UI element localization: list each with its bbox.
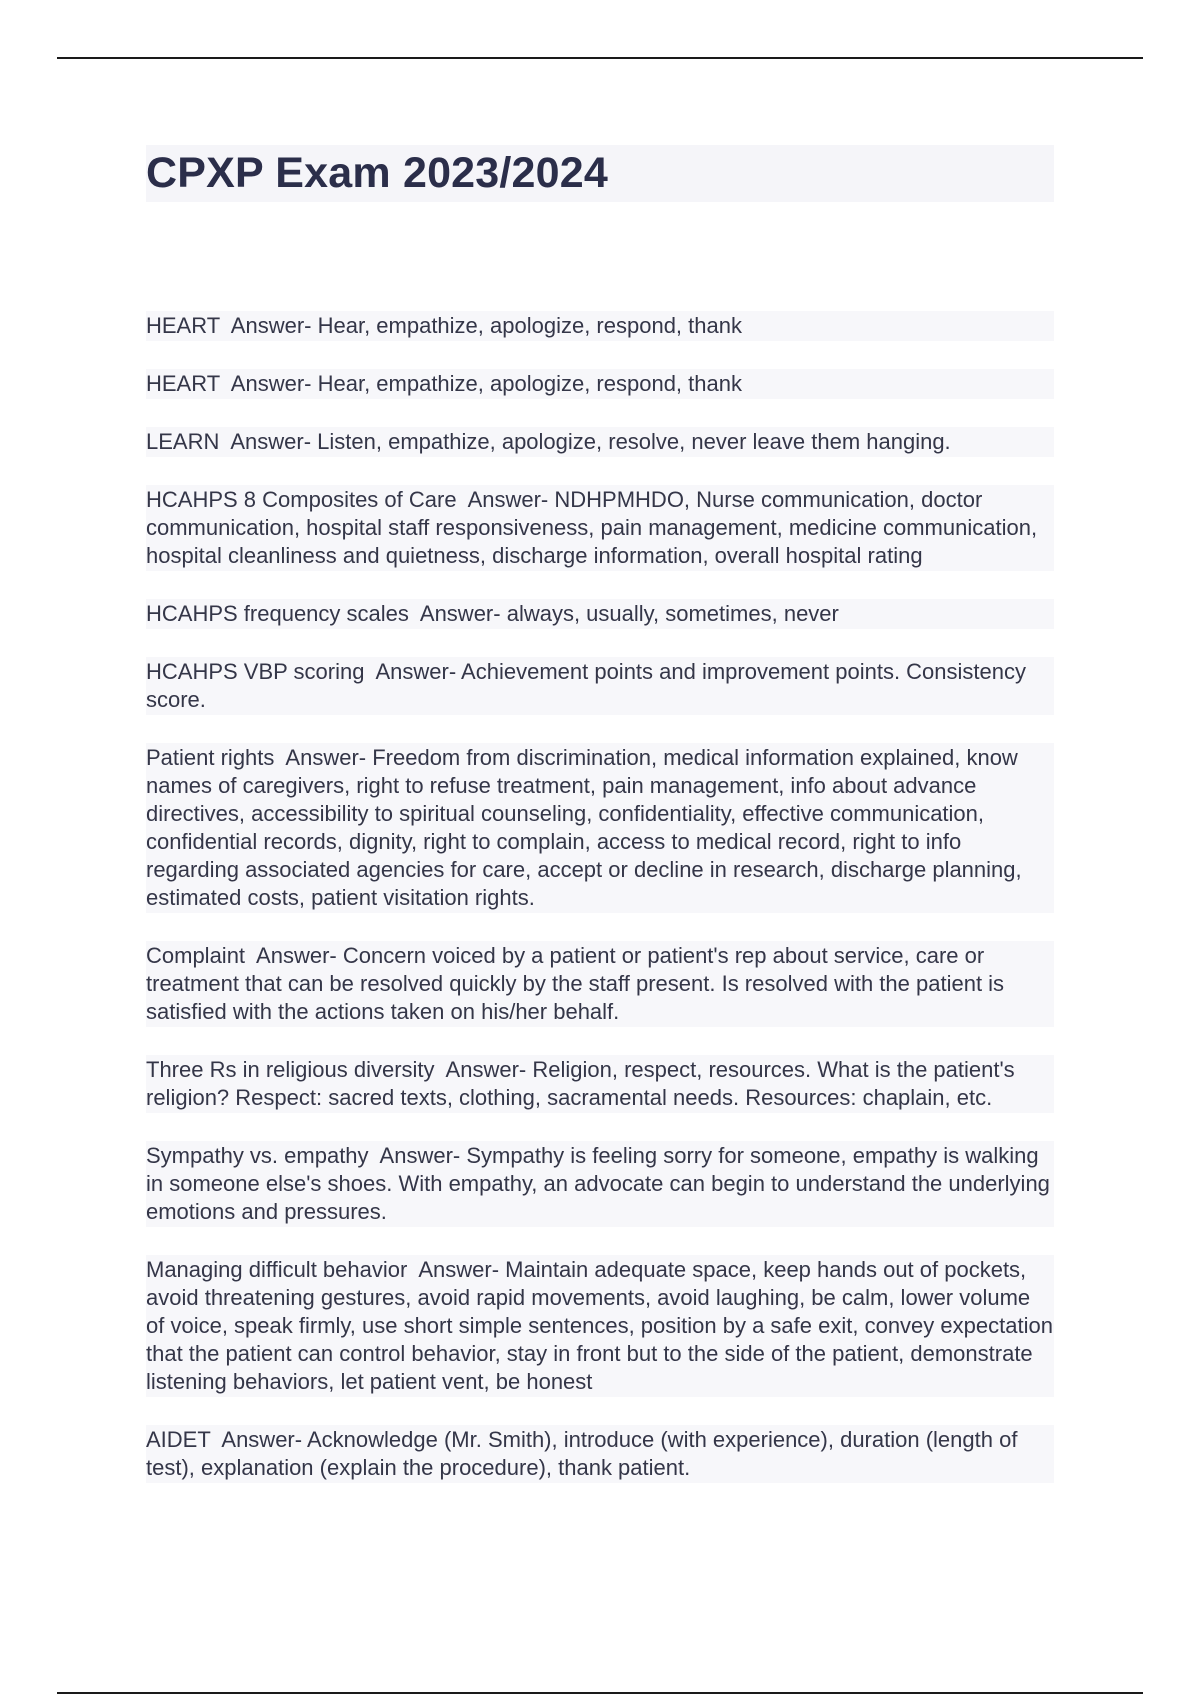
qa-answer: Concern voiced by a patient or patient's rep about service, care or treatment that can be resolved quickly by the staff present. Is resolved with the patient is satisfied with the actions taken on his/her behalf. (146, 943, 1005, 1024)
qa-term: AIDET (146, 1427, 211, 1452)
answer-separator: Answer- (274, 745, 373, 770)
page-title: CPXP Exam 2023/2024 (146, 145, 1054, 202)
qa-term: Complaint (146, 943, 246, 968)
answer-separator: Answer- (219, 429, 318, 454)
qa-term: HCAHPS frequency scales (146, 601, 409, 626)
answer-separator: Answer- (219, 371, 318, 396)
answer-separator: Answer- (407, 1257, 506, 1282)
qa-item (146, 743, 1054, 913)
answer-separator: Answer- (408, 601, 507, 626)
qa-term: HEART (146, 313, 220, 338)
qa-item (146, 1255, 1054, 1397)
answer-separator: Answer- (434, 1057, 533, 1082)
answer-separator: Answer- (456, 487, 555, 512)
qa-term: Managing difficult behavior (146, 1257, 408, 1282)
qa-item (146, 599, 1054, 629)
qa-answer: Acknowledge (Mr. Smith), introduce (with experience), duration (length of test), explanation (explain the procedure), thank patient. (146, 1427, 1018, 1480)
answer-separator: Answer- (210, 1427, 307, 1452)
qa-item (146, 1141, 1054, 1227)
qa-answer: Hear, empathize, apologize, respond, thank (317, 371, 742, 396)
qa-answer: Listen, empathize, apologize, resolve, never leave them hanging. (317, 429, 951, 454)
qa-item (146, 369, 1054, 399)
qa-term: Three Rs in religious diversity (146, 1057, 435, 1082)
qa-term: HCAHPS 8 Composites of Care (146, 487, 457, 512)
qa-term: LEARN (146, 429, 220, 454)
answer-separator: Answer- (364, 659, 462, 684)
answer-separator: Answer- (245, 943, 343, 968)
qa-list (146, 311, 1054, 1511)
qa-answer: always, usually, sometimes, never (506, 601, 839, 626)
qa-item (146, 427, 1054, 457)
qa-answer: Freedom from discrimination, medical information explained, know names of caregivers, right to refuse treatment, pain management, info about advance directives, accessibility to spiritual counseling, confidentiality, effective communication, confidential records, dignity, right to complain, access to medical record, right to info regarding associated agencies for care, accept or decline in research, discharge planning, estimated costs, patient visitation rights. (146, 745, 1022, 910)
answer-separator: Answer- (368, 1143, 467, 1168)
qa-answer: Maintain adequate space, keep hands out of pockets, avoid threatening gestures, avoid rapid movements, avoid laughing, be calm, lower volume of voice, speak firmly, use short simple sentences, position by a safe exit, convey expectation that the patient can control behavior, stay in front but to the side of the patient, demonstrate listening behaviors, let patient vent, be honest (146, 1257, 1053, 1394)
qa-answer: Sympathy is feeling sorry for someone, empathy is walking in someone else's shoes. With empathy, an advocate can begin to understand the underlying emotions and pressures. (146, 1143, 1050, 1224)
qa-item (146, 311, 1054, 341)
qa-term: Sympathy vs. empathy (146, 1143, 369, 1168)
qa-item (146, 485, 1054, 571)
header-rule (57, 57, 1143, 59)
answer-separator: Answer- (219, 313, 318, 338)
qa-term: HCAHPS VBP scoring (146, 659, 365, 684)
qa-answer: Achievement points and improvement points. Consistency score. (146, 659, 1026, 712)
qa-term: HEART (146, 371, 220, 396)
qa-item (146, 1425, 1054, 1483)
qa-term: Patient rights (146, 745, 275, 770)
qa-answer: Religion, respect, resources. What is the patient's religion? Respect: sacred texts, clothing, sacramental needs. Resources: chaplain, etc. (146, 1057, 1015, 1110)
qa-item (146, 941, 1054, 1027)
qa-answer: Hear, empathize, apologize, respond, thank (317, 313, 742, 338)
qa-item (146, 1055, 1054, 1113)
footer-rule (57, 1692, 1143, 1694)
qa-item (146, 657, 1054, 715)
qa-answer: NDHPMHDO, Nurse communication, doctor communication, hospital staff responsiveness, pain management, medicine communication, hospital cleanliness and quietness, discharge information, overall hospital rating (146, 487, 1038, 568)
